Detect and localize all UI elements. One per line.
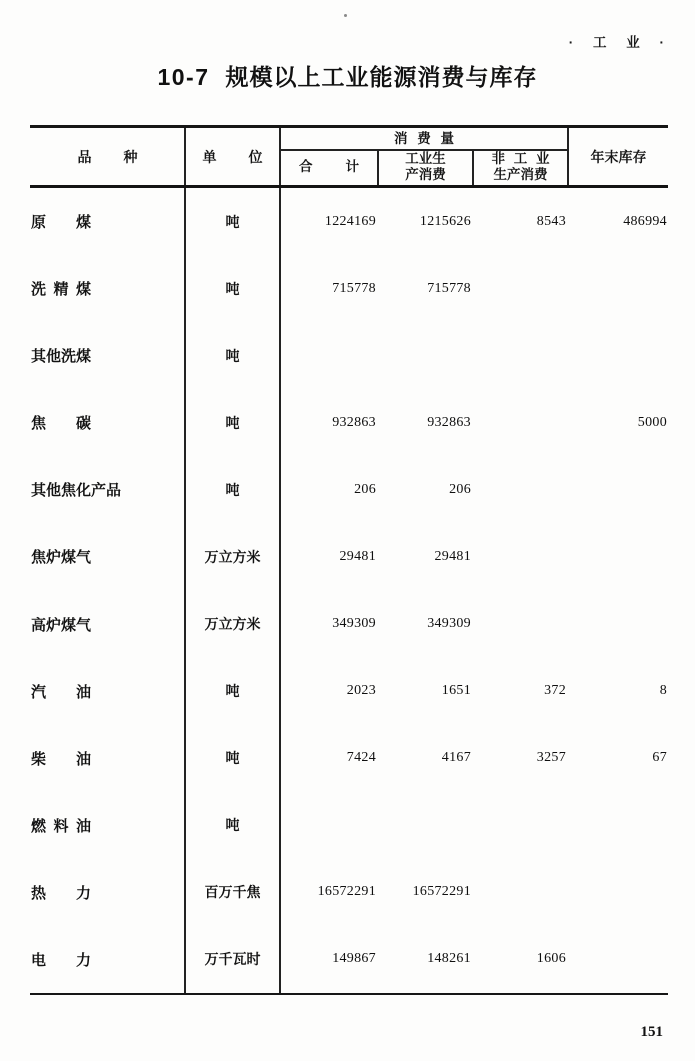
unit-value: 万立方米 bbox=[204, 616, 261, 632]
industrial-consumption-value: 16572291 bbox=[412, 884, 471, 900]
table-row bbox=[30, 590, 668, 657]
unit-cell bbox=[185, 815, 280, 835]
table-row bbox=[30, 859, 668, 926]
industrial-consumption-value: 4167 bbox=[441, 750, 471, 766]
product-name: 洗精煤 bbox=[31, 281, 91, 299]
unit-value: 吨 bbox=[225, 683, 240, 700]
table-body bbox=[30, 188, 668, 993]
table-row bbox=[30, 725, 668, 792]
unit-value: 吨 bbox=[225, 414, 240, 431]
total-consumption-value: 1224169 bbox=[324, 213, 376, 229]
unit-cell bbox=[185, 547, 280, 567]
non-industrial-consumption-value: 3257 bbox=[536, 750, 566, 766]
product-cell bbox=[30, 949, 185, 970]
product-name: 电力 bbox=[31, 951, 91, 969]
table-row bbox=[30, 255, 668, 322]
unit-value: 吨 bbox=[225, 280, 240, 297]
product-cell bbox=[30, 479, 185, 500]
table-row bbox=[30, 792, 668, 859]
total-consumption-value: 29481 bbox=[339, 548, 376, 564]
non-industrial-consumption-value: 372 bbox=[544, 683, 566, 699]
product-name: 柴油 bbox=[31, 750, 91, 768]
product-name: 热力 bbox=[31, 884, 91, 902]
column-header-industrial-line2: 产消费 bbox=[405, 167, 446, 182]
unit-cell bbox=[185, 882, 280, 902]
product-cell bbox=[30, 412, 185, 433]
product-name: 焦碳 bbox=[31, 415, 91, 433]
product-cell bbox=[30, 681, 185, 702]
column-header-non-industrial-line2: 生产消费 bbox=[493, 167, 548, 182]
column-header-unit-label: 单位 bbox=[202, 148, 263, 165]
table-row bbox=[30, 926, 668, 993]
table-row bbox=[30, 188, 668, 255]
column-header-product bbox=[30, 128, 185, 185]
industrial-consumption-value: 206 bbox=[449, 481, 471, 497]
energy-consumption-table bbox=[30, 125, 668, 995]
unit-value: 吨 bbox=[225, 750, 240, 767]
unit-value: 万立方米 bbox=[204, 548, 261, 565]
product-cell bbox=[30, 815, 185, 836]
column-header-total bbox=[281, 149, 377, 185]
unit-value: 吨 bbox=[225, 817, 240, 834]
total-consumption-value: 206 bbox=[354, 481, 376, 497]
total-consumption-value: 2023 bbox=[346, 683, 376, 699]
product-name: 焦炉煤气 bbox=[31, 549, 92, 567]
industrial-consumption-value: 932863 bbox=[427, 414, 471, 430]
product-cell bbox=[30, 278, 185, 299]
product-cell bbox=[30, 546, 185, 567]
column-header-non-industrial bbox=[474, 149, 567, 185]
column-header-industrial-line1: 工业生 bbox=[405, 151, 446, 166]
unit-cell bbox=[185, 614, 280, 634]
unit-cell bbox=[185, 279, 280, 299]
product-cell bbox=[30, 211, 185, 232]
industrial-consumption-value: 29481 bbox=[434, 548, 471, 564]
table-row bbox=[30, 389, 668, 456]
table-row bbox=[30, 456, 668, 523]
unit-cell bbox=[185, 413, 280, 433]
column-header-total-label: 合计 bbox=[299, 159, 359, 174]
total-consumption-value: 932863 bbox=[332, 414, 376, 430]
product-name: 高炉煤气 bbox=[31, 616, 92, 634]
scan-artifact-dot bbox=[344, 14, 347, 17]
unit-value: 吨 bbox=[225, 481, 240, 498]
product-name: 其他洗煤 bbox=[31, 348, 92, 366]
non-industrial-consumption-value: 1606 bbox=[536, 951, 566, 967]
total-consumption-value: 16572291 bbox=[317, 884, 376, 900]
column-header-year-end-stock bbox=[569, 128, 668, 185]
year-end-stock-value: 8 bbox=[659, 683, 667, 699]
year-end-stock-value: 5000 bbox=[637, 414, 667, 430]
table-row bbox=[30, 658, 668, 725]
column-header-non-industrial-line1: 非工业 bbox=[491, 151, 550, 166]
table-number: 10-7 bbox=[157, 64, 210, 90]
year-end-stock-value: 486994 bbox=[623, 213, 667, 229]
year-end-stock-value: 67 bbox=[652, 750, 667, 766]
table-row bbox=[30, 322, 668, 389]
product-cell bbox=[30, 614, 185, 635]
total-consumption-value: 149867 bbox=[332, 951, 376, 967]
unit-cell bbox=[185, 346, 280, 366]
total-consumption-value: 349309 bbox=[332, 616, 376, 631]
unit-cell bbox=[185, 949, 280, 969]
unit-cell bbox=[185, 681, 280, 701]
total-consumption-value: 7424 bbox=[346, 750, 376, 766]
column-header-consumption-label: 消费量 bbox=[394, 130, 454, 146]
industrial-consumption-value: 1215626 bbox=[419, 213, 471, 229]
table-row bbox=[30, 523, 668, 590]
product-name: 燃料油 bbox=[31, 817, 91, 835]
unit-cell bbox=[185, 480, 280, 500]
industrial-consumption-value: 349309 bbox=[427, 616, 471, 631]
product-cell bbox=[30, 882, 185, 903]
column-header-product-label: 品种 bbox=[77, 148, 138, 165]
column-header-unit bbox=[186, 128, 279, 185]
product-cell bbox=[30, 748, 185, 769]
table-title-text: 规模以上工业能源消费与库存 bbox=[225, 64, 538, 90]
unit-value: 百万千焦 bbox=[204, 884, 261, 901]
industrial-consumption-value: 148261 bbox=[427, 951, 471, 967]
product-cell bbox=[30, 345, 185, 366]
unit-cell bbox=[185, 748, 280, 768]
industrial-consumption-value: 1651 bbox=[441, 683, 471, 699]
unit-value: 吨 bbox=[225, 213, 240, 230]
product-name: 其他焦化产品 bbox=[31, 482, 122, 500]
page-number: 151 bbox=[640, 1024, 663, 1040]
product-name: 原煤 bbox=[31, 214, 91, 232]
total-consumption-value: 715778 bbox=[332, 280, 376, 296]
non-industrial-consumption-value: 8543 bbox=[536, 213, 566, 229]
column-header-industrial bbox=[379, 149, 472, 185]
unit-value: 吨 bbox=[225, 347, 240, 364]
page-title bbox=[0, 59, 695, 92]
unit-cell bbox=[185, 212, 280, 232]
product-name: 汽油 bbox=[31, 683, 91, 701]
industrial-consumption-value: 715778 bbox=[427, 280, 471, 296]
column-header-stock-label: 年末库存 bbox=[590, 148, 647, 165]
column-header-consumption-group bbox=[281, 128, 567, 149]
unit-value: 万千瓦时 bbox=[204, 951, 261, 968]
section-label: · 工 业 · bbox=[568, 35, 669, 50]
